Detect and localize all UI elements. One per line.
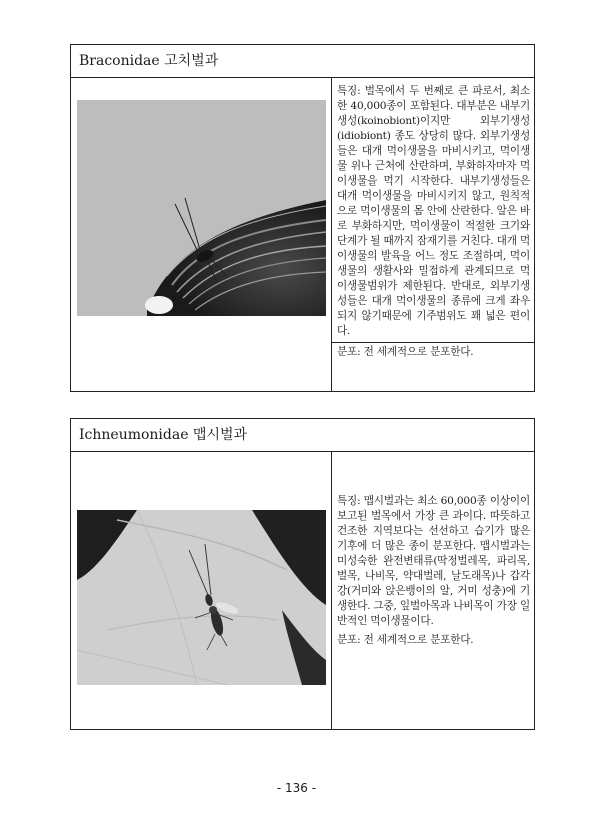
braconid-photo [77,100,326,316]
photo-cell [71,78,332,391]
ichneumonid-photo [77,510,326,685]
entry-description: 특징: 맵시벌과는 최소 60,000종 이상이이 보고된 벌목에서 가장 큰 과이다. 따뜻하고 건조한 지역보다는 선선하고 습기가 많은 기후에 더 많은 종이 분포한다. 맵시벌과는 미성숙한 완전변태류(딱정벌레목, 파리목, 벌목, 나비목, 약대벌레, 날도래목)나 갑각강(거미와 앉은뱅이의 알, 거미 성충)에 기생한다. 그중, 잎벌아목과 나비목이 가장 일반적인 먹이생물이다. [337,495,530,627]
page-number: - 136 - [276,781,317,795]
entry-title: Ichneumonidae 맵시벌과 [71,419,534,452]
entry-body [71,452,534,729]
entry-body [71,78,534,391]
entry-distribution: 분포: 전 세계적으로 분포한다. [332,342,534,360]
photo-cell [71,452,332,729]
entry-distribution: 분포: 전 세계적으로 분포한다. [337,634,474,646]
text-cell [332,452,534,729]
entry-description: 특징: 벌목에서 두 번째로 큰 파로서, 최소한 40,000종이 포함된다. 대부분은 내부기생성(koinobiont)이지만 외부기생성(idiobiont) 종도 상당히 많다. 외부기생성들은 대개 먹이생물을 마비시키고, 먹이생물 위나 근처에 산란하며, 부화하자마자 먹이생물을 먹기 시작한다. 내부기생성들은 대개 먹이생물을 마비시키지 않고, 원칙적으로 먹이생물의 몸 안에 산란한다. 알은 바로 부화하지만, 먹이생물이 적절한 크기와 단계가 될 때까지 잠재기를 거친다. 대개 먹이생물의 발육을 어느 정도 조절하며, 먹이생물의 생활사와 밀접하게 관계되므로 먹이생물범위가 제한된다. 반대로, 외부기생성들은 대개 먹이생물의 종류에 크게 좌우되지 않기때문에 기주범위도 꽤 넓은 편이다. [337,85,530,337]
entry-card-braconidae [70,44,535,392]
entry-title: Braconidae 고치벌과 [71,45,534,78]
text-cell [332,78,534,391]
entry-card-ichneumonidae [70,418,535,730]
